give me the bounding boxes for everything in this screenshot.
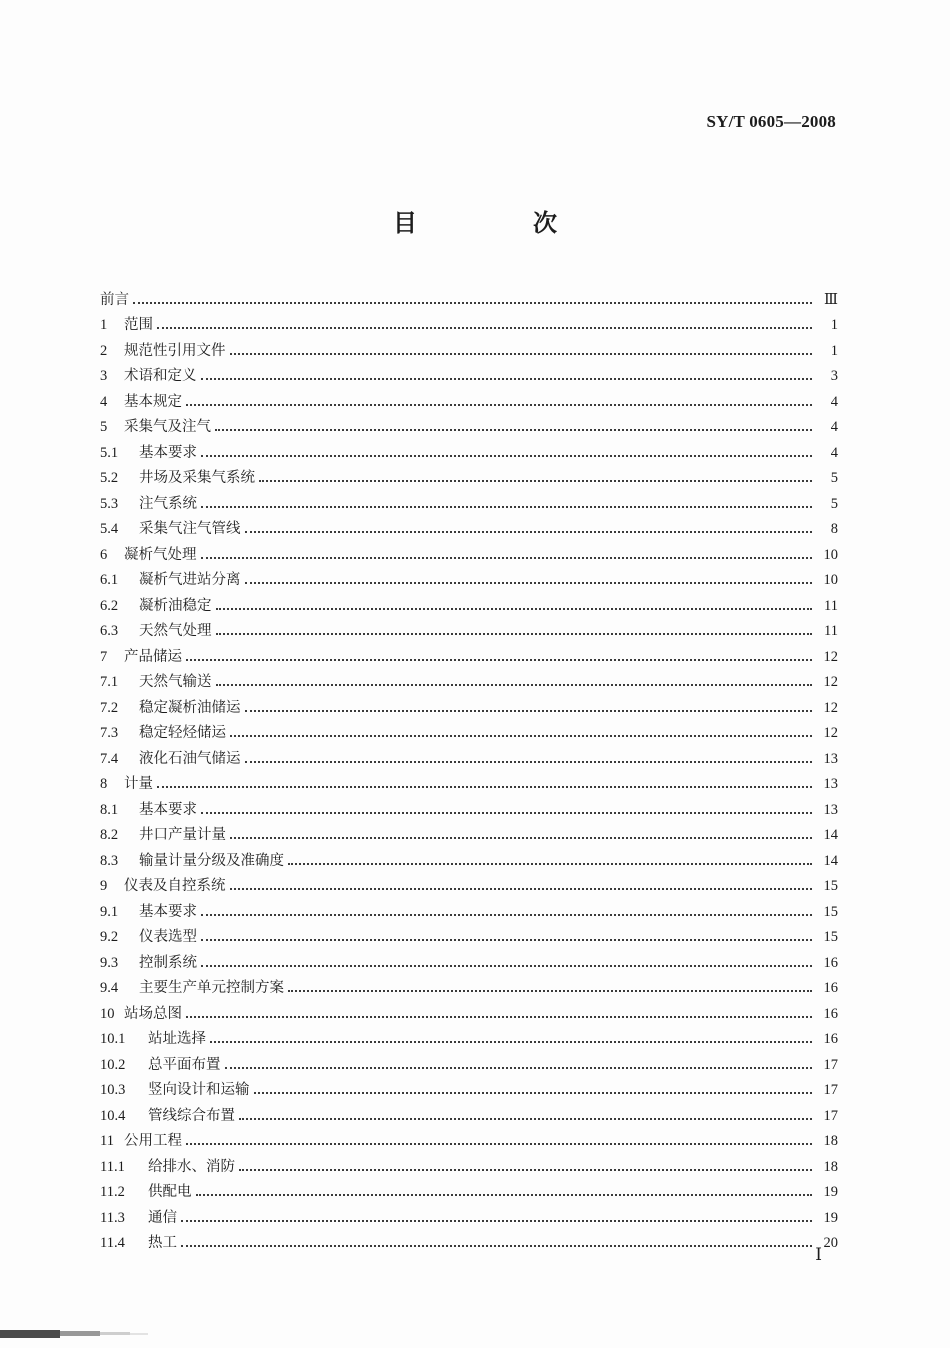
toc-entry-page: 16 [823,1005,838,1022]
toc-entry-number: 10.2 [100,1056,126,1073]
toc-entry[interactable] [100,462,838,488]
toc-entry-page: 11 [824,623,838,639]
table-of-contents [100,283,838,1252]
dot-leader [230,353,813,355]
dot-leader [216,684,813,686]
toc-entry-page: 15 [823,878,838,894]
toc-entry[interactable] [100,717,838,743]
toc-entry-number: 5.4 [100,521,119,537]
dot-leader [133,302,812,304]
dot-leader [288,863,812,865]
toc-entry-page: 14 [823,852,838,869]
toc-entry-number: 8.2 [100,827,119,843]
toc-entry-page: 10 [823,572,838,588]
toc-entry-page: 4 [830,393,838,410]
dot-leader [216,633,813,635]
dot-leader [215,429,812,431]
toc-entry-number: 7.4 [100,750,119,767]
toc-entry-page: 16 [823,980,838,996]
toc-entry-page: 10 [823,546,838,563]
toc-entry[interactable] [100,360,838,386]
dot-leader [245,710,813,712]
toc-entry-title: 热工 [148,1235,177,1251]
toc-entry-page: 8 [830,521,838,537]
toc-entry-page: 1 [830,317,838,333]
toc-entry[interactable] [100,1150,838,1176]
toc-entry-number: 11 [100,1133,114,1149]
toc-entry-page: 15 [823,903,838,920]
toc-entry-page: 3 [830,368,838,384]
toc-entry-page: 18 [823,1133,838,1149]
toc-entry[interactable] [100,411,838,437]
toc-entry-page: 20 [823,1235,838,1251]
toc-entry-title: 公用工程 [124,1133,182,1149]
toc-entry-title: 基本规定 [124,393,182,410]
toc-entry-title: 仪表及自控系统 [124,878,226,894]
toc-entry-title: 基本要求 [139,903,197,920]
toc-entry-title: 管线综合布置 [148,1107,235,1124]
toc-entry-number: 11.1 [100,1158,125,1175]
toc-entry-title: 计量 [124,776,153,792]
toc-entry-title: 控制系统 [139,954,197,971]
toc-entry[interactable] [100,819,838,845]
toc-entry-title: 术语和定义 [124,368,197,384]
toc-entry-page: 4 [830,444,838,461]
toc-entry-page: 13 [823,776,838,792]
scan-artifact [0,1328,150,1342]
toc-entry-number: 8.1 [100,801,119,818]
toc-entry-title: 竖向设计和运输 [148,1082,250,1098]
toc-entry-page: 4 [830,419,838,435]
dot-leader [210,1041,812,1043]
toc-entry[interactable] [100,844,838,870]
toc-entry-page: 13 [823,750,838,767]
toc-entry[interactable] [100,1227,838,1253]
toc-entry-number: 9 [100,878,108,894]
toc-entry-number: 10.1 [100,1031,126,1047]
toc-entry[interactable] [100,283,838,309]
toc-entry-title: 基本要求 [139,444,197,461]
toc-entry-page: 17 [823,1082,838,1098]
dot-leader [230,735,812,737]
dot-leader [225,1067,813,1069]
dot-leader [186,1016,812,1018]
toc-entry-number: 7.3 [100,725,119,741]
dot-leader [201,455,812,457]
toc-entry[interactable] [100,513,838,539]
toc-entry-title: 基本要求 [139,801,197,818]
toc-entry[interactable] [100,946,838,972]
dot-leader [201,378,813,380]
dot-leader [201,506,812,508]
toc-entry[interactable] [100,666,838,692]
dot-leader [201,939,812,941]
dot-leader [201,965,812,967]
dot-leader [254,1092,813,1094]
page-number: Ⅰ [815,1245,822,1264]
dot-leader [181,1220,812,1222]
toc-entry-title: 输量计量分级及准确度 [139,852,284,869]
toc-entry-title: 总平面布置 [148,1056,221,1073]
toc-entry-page: 17 [823,1107,838,1124]
dot-leader [230,888,813,890]
toc-entry[interactable] [100,997,838,1023]
toc-entry-title: 注气系统 [139,495,197,512]
toc-entry-page: 16 [823,1031,838,1047]
toc-entry[interactable] [100,1176,838,1202]
toc-entry-number: 2 [100,342,108,359]
toc-entry[interactable] [100,768,838,794]
toc-entry-page: 17 [823,1056,838,1073]
toc-entry-title: 供配电 [148,1184,192,1200]
toc-entry[interactable] [100,1099,838,1125]
toc-entry-number: 5.2 [100,470,119,486]
toc-entry[interactable] [100,972,838,998]
toc-entry-title: 液化石油气储运 [139,750,241,767]
toc-entry-title: 采集气及注气 [124,419,211,435]
toc-entry-title: 规范性引用文件 [124,342,226,359]
dot-leader [201,812,812,814]
toc-entry-page: 11 [824,597,838,614]
dot-leader [201,914,812,916]
toc-entry[interactable] [100,538,838,564]
toc-entry-page: 5 [830,495,838,512]
toc-entry-number: 9.4 [100,980,119,996]
toc-entry-number: 11.2 [100,1184,125,1200]
dot-leader [216,608,813,610]
toc-entry-page: 12 [823,674,838,690]
toc-entry[interactable] [100,487,838,513]
toc-entry-number: 5.3 [100,495,119,512]
toc-entry-title: 前言 [100,291,129,308]
toc-entry[interactable] [100,615,838,641]
toc-entry-title: 井场及采集气系统 [139,470,255,486]
standard-code: SY/T 0605—2008 [706,112,836,131]
dot-leader [239,1118,812,1120]
toc-entry-number: 10 [100,1005,115,1022]
toc-entry-page: 19 [823,1184,838,1200]
toc-entry-number: 5 [100,419,108,435]
toc-entry-title: 产品储运 [124,648,182,665]
toc-entry-number: 6.3 [100,623,119,639]
dot-leader [196,1194,813,1196]
toc-entry-number: 10.3 [100,1082,126,1098]
toc-entry-title: 通信 [148,1209,177,1226]
toc-entry[interactable] [100,564,838,590]
page-title: 目 次 [393,209,603,237]
toc-entry-title: 站场总图 [124,1005,182,1022]
toc-entry-page: 12 [823,699,838,716]
toc-entry-title: 井口产量计量 [139,827,226,843]
toc-entry-page: 13 [823,801,838,818]
toc-entry-page: 16 [823,954,838,971]
toc-entry[interactable] [100,921,838,947]
dot-leader [230,837,812,839]
toc-entry[interactable] [100,309,838,335]
toc-entry[interactable] [100,640,838,666]
toc-entry[interactable] [100,589,838,615]
toc-entry-title: 凝析气进站分离 [139,572,241,588]
toc-entry-number: 9.3 [100,954,119,971]
toc-entry-title: 范围 [124,317,153,333]
toc-entry-number: 11.3 [100,1209,125,1226]
dot-leader [186,1143,812,1145]
toc-entry-number: 7 [100,648,108,665]
toc-entry-number: 6.2 [100,597,119,614]
toc-entry-title: 仪表选型 [139,929,197,945]
toc-entry-number: 9.2 [100,929,119,945]
toc-entry[interactable] [100,436,838,462]
toc-entry-number: 7.1 [100,674,119,690]
toc-entry-title: 稳定凝析油储运 [139,699,241,716]
toc-entry-title: 采集气注气管线 [139,521,241,537]
toc-entry[interactable] [100,334,838,360]
toc-entry-title: 站址选择 [148,1031,206,1047]
dot-leader [186,659,812,661]
toc-entry-number: 5.1 [100,444,119,461]
toc-entry[interactable] [100,1201,838,1227]
toc-entry-number: 3 [100,368,108,384]
toc-entry[interactable] [100,793,838,819]
toc-entry-number: 11.4 [100,1235,125,1251]
toc-entry[interactable] [100,1074,838,1100]
toc-entry[interactable] [100,742,838,768]
toc-entry-page: 18 [823,1158,838,1175]
toc-entry[interactable] [100,895,838,921]
toc-entry-page: 1 [830,342,838,359]
toc-entry[interactable] [100,870,838,896]
toc-entry[interactable] [100,1023,838,1049]
toc-entry-title: 稳定轻烃储运 [139,725,226,741]
toc-entry-title: 凝析气处理 [124,546,197,563]
toc-entry-page: 12 [823,648,838,665]
toc-entry-number: 7.2 [100,699,119,716]
toc-entry-title: 天然气处理 [139,623,212,639]
dot-leader [186,404,812,406]
toc-entry[interactable] [100,385,838,411]
dot-leader [259,480,812,482]
dot-leader [157,786,812,788]
toc-entry-number: 8.3 [100,852,119,869]
dot-leader [201,557,813,559]
toc-entry-page: 19 [823,1209,838,1226]
toc-entry-page: 14 [823,827,838,843]
dot-leader [245,582,813,584]
toc-entry-number: 1 [100,317,108,333]
toc-entry-number: 6 [100,546,108,563]
toc-entry-number: 8 [100,776,108,792]
toc-entry-number: 9.1 [100,903,119,920]
toc-entry-title: 天然气输送 [139,674,212,690]
toc-entry[interactable] [100,1125,838,1151]
toc-entry-title: 给排水、消防 [148,1158,235,1175]
toc-entry-number: 10.4 [100,1107,126,1124]
dot-leader [245,531,813,533]
toc-entry-number: 6.1 [100,572,119,588]
dot-leader [239,1169,812,1171]
dot-leader [288,990,812,992]
toc-entry[interactable] [100,691,838,717]
toc-entry-page: Ⅲ [824,291,838,308]
dot-leader [157,327,812,329]
toc-entry-page: 5 [830,470,838,486]
toc-entry-number: 4 [100,393,108,410]
dot-leader [245,761,813,763]
toc-entry-page: 15 [823,929,838,945]
toc-entry-title: 凝析油稳定 [139,597,212,614]
toc-entry-title: 主要生产单元控制方案 [139,980,284,996]
dot-leader [181,1245,812,1247]
toc-entry[interactable] [100,1048,838,1074]
toc-entry-page: 12 [823,725,838,741]
